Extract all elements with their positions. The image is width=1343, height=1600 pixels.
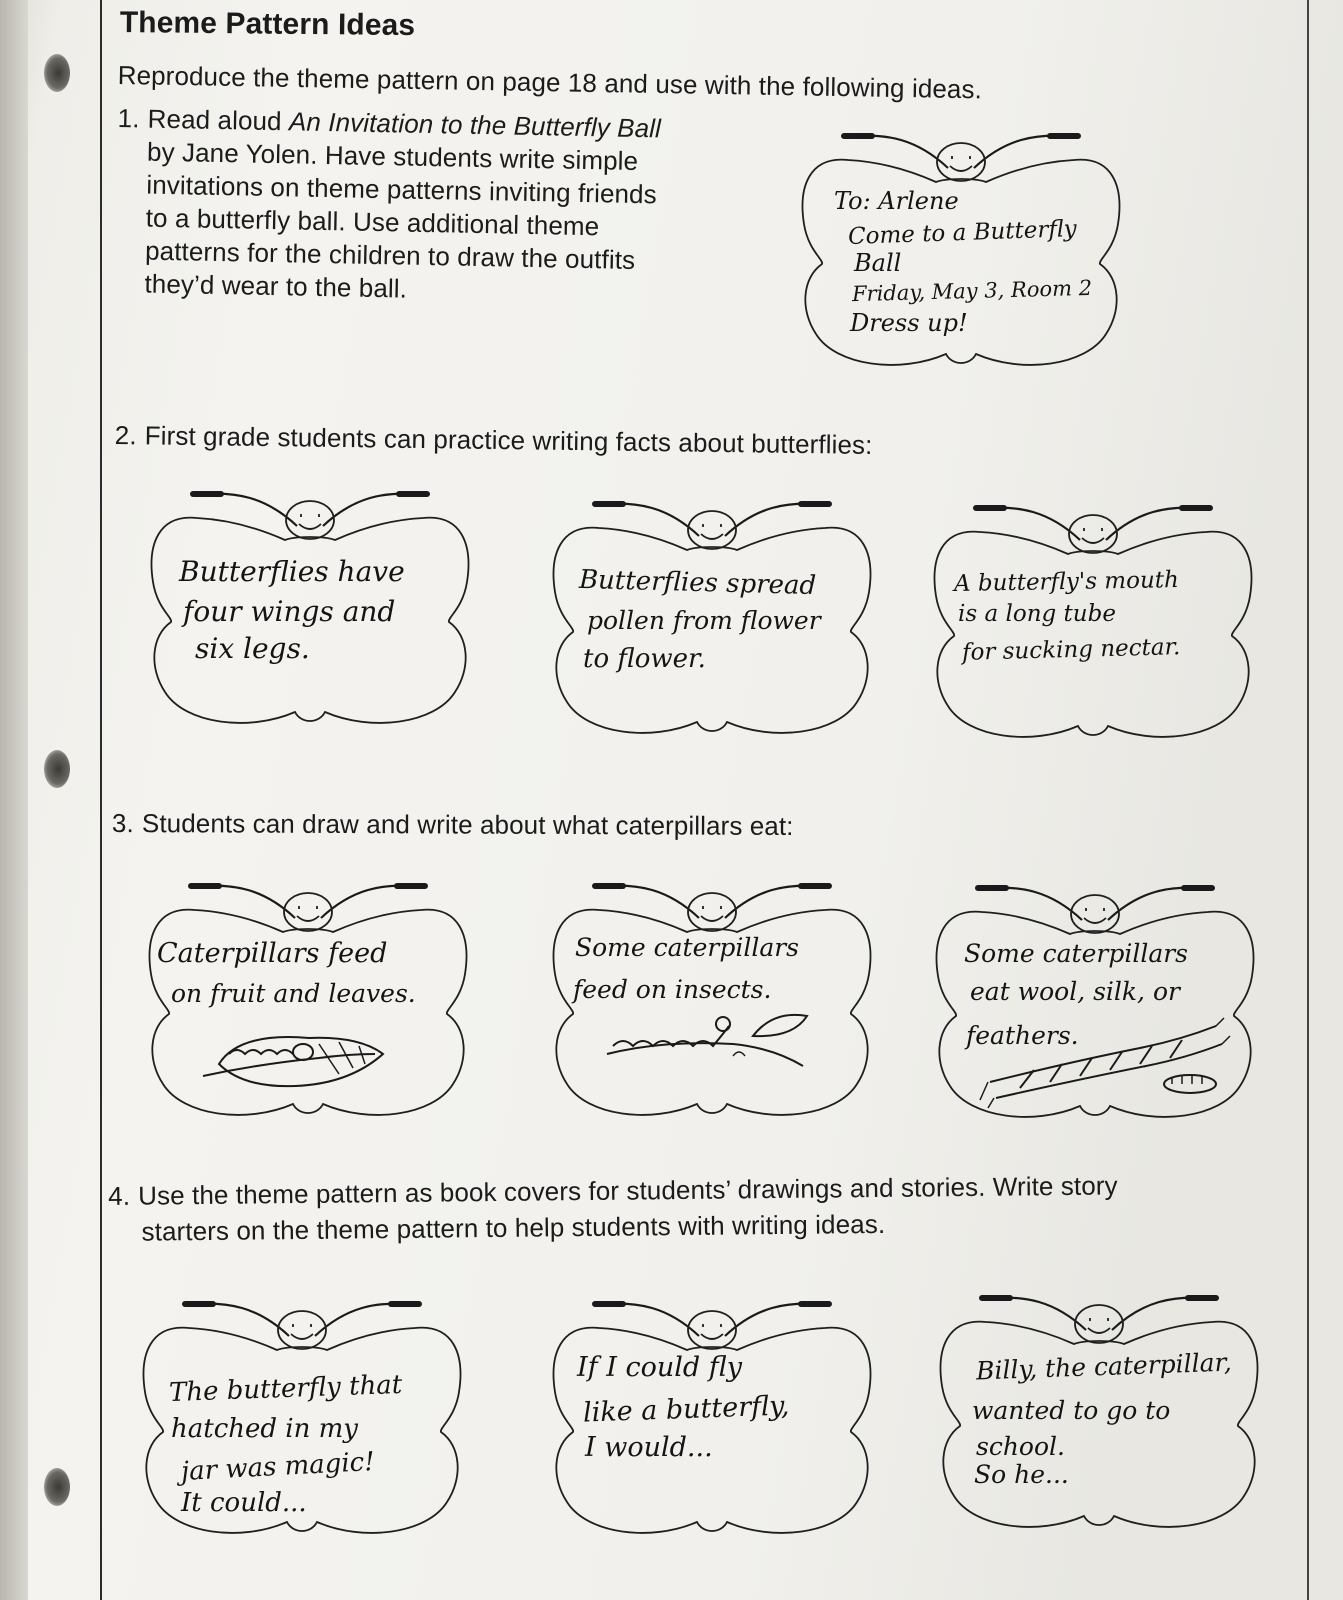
idea-1-line: to a butterfly ball. Use additional theme <box>145 202 600 242</box>
butterfly-fact-card <box>145 486 475 736</box>
card-line: wanted to go to <box>972 1396 1171 1425</box>
card-handwriting <box>547 496 877 746</box>
idea-4-text: Use the theme pattern as book covers for students’ drawings and stories. Write story <box>138 1170 1118 1211</box>
idea-4 <box>108 1167 1118 1250</box>
card-handwriting <box>934 1290 1264 1540</box>
butterfly-story-starter-card <box>934 1290 1264 1540</box>
card-line: Butterflies have <box>179 555 405 588</box>
card-handwriting <box>137 1296 467 1546</box>
card-line: Billy, the caterpillar, <box>975 1347 1233 1386</box>
binding-edge <box>0 0 28 1600</box>
idea-1-line: invitations on theme patterns inviting friends <box>146 169 658 210</box>
idea-1-line: they’d wear to the ball. <box>144 268 408 304</box>
idea-number: 3. <box>111 808 134 839</box>
idea-number: 2. <box>114 419 137 451</box>
card-line: A butterfly's mouth <box>953 567 1180 597</box>
card-line: It could... <box>181 1488 307 1518</box>
idea-2 <box>115 418 873 462</box>
card-handwriting <box>547 1296 877 1546</box>
page-border-left <box>100 0 102 1600</box>
card-line: six legs. <box>195 632 310 665</box>
card-line: Caterpillars feed <box>157 938 388 969</box>
card-line: Some caterpillars <box>964 939 1188 968</box>
card-line: If I could fly <box>577 1352 743 1383</box>
twig-and-caterpillar-drawing <box>603 1004 813 1074</box>
binder-hole <box>44 750 70 788</box>
scarf-and-caterpillar-drawing <box>980 1018 1230 1108</box>
card-line: Ball <box>854 249 902 277</box>
idea-number: 4. <box>108 1180 131 1211</box>
idea-2-text: First grade students can practice writing facts about butterflies: <box>144 420 873 460</box>
intro-text: Reproduce the theme pattern on page 18 and use with the following ideas. <box>117 59 983 105</box>
idea-number: 1. <box>117 102 140 134</box>
butterfly-caterpillar-card <box>143 878 473 1128</box>
butterfly-caterpillar-card <box>930 880 1260 1130</box>
butterfly-caterpillar-card <box>547 878 877 1128</box>
card-line: The butterfly that <box>168 1369 403 1409</box>
card-line: So he... <box>974 1460 1069 1489</box>
card-line: To: Arlene <box>834 187 959 215</box>
page-border-right <box>1307 0 1309 1600</box>
card-handwriting <box>547 878 877 1128</box>
card-line: to flower. <box>583 644 706 674</box>
card-line: feed on insects. <box>573 975 772 1004</box>
idea-1-line: patterns for the children to draw the outfits <box>144 235 636 275</box>
card-line: Butterflies spread <box>578 564 817 602</box>
idea-1-line: by Jane Yolen. Have students write simple <box>146 136 639 176</box>
leaf-and-caterpillar-drawing <box>199 1024 399 1094</box>
card-line: eat wool, silk, or <box>970 977 1180 1006</box>
butterfly-story-starter-card <box>547 1296 877 1546</box>
binder-hole <box>44 1468 70 1506</box>
page-title: Theme Pattern Ideas <box>119 6 416 43</box>
card-handwriting <box>796 128 1126 378</box>
card-handwriting <box>145 486 475 736</box>
card-line: four wings and <box>183 595 396 628</box>
card-line: for sucking nectar. <box>961 634 1181 666</box>
idea-3-text: Students can draw and write about what caterpillars eat: <box>141 808 794 841</box>
idea-3 <box>112 806 794 843</box>
card-line: school. <box>976 1432 1065 1461</box>
butterfly-fact-card <box>928 500 1258 750</box>
card-handwriting <box>928 500 1258 750</box>
idea-1 <box>114 102 661 310</box>
card-line: Come to a Butterfly <box>847 216 1078 250</box>
card-line: on fruit and leaves. <box>171 979 416 1008</box>
card-line: Friday, May 3, Room 2 <box>851 275 1093 307</box>
butterfly-invitation-card <box>796 128 1126 378</box>
card-line: is a long tube <box>958 601 1116 627</box>
butterfly-story-starter-card <box>137 1296 467 1546</box>
card-line: Dress up! <box>850 309 968 337</box>
card-line: hatched in my <box>171 1414 358 1444</box>
book-title: An Invitation to the Butterfly Ball <box>288 106 662 144</box>
card-line: I would... <box>585 1432 713 1463</box>
card-line: jar was magic! <box>180 1446 376 1488</box>
card-line: like a butterfly, <box>582 1390 790 1429</box>
card-line: Some caterpillars <box>575 933 799 962</box>
card-line: feathers. <box>966 1021 1079 1050</box>
idea-4-line: starters on the theme pattern to help students with writing ideas. <box>141 1208 886 1247</box>
card-line: pollen from flower <box>587 606 821 635</box>
binder-hole <box>44 54 70 92</box>
idea-1-text: Read aloud <box>147 103 290 137</box>
butterfly-fact-card <box>547 496 877 746</box>
